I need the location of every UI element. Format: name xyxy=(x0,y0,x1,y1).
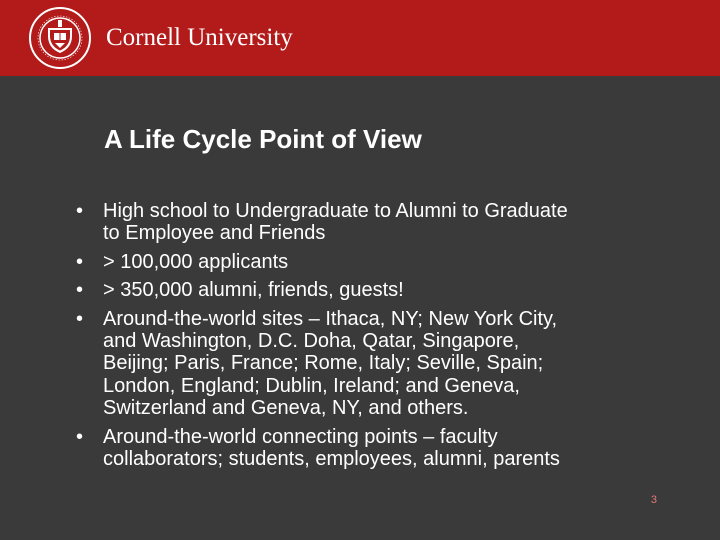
bullet-text-line: to Employee and Friends xyxy=(103,222,326,245)
header-banner xyxy=(0,0,720,76)
slide-title: A Life Cycle Point of View xyxy=(104,124,422,154)
page-number: 3 xyxy=(650,494,657,506)
bullet-text-line: collaborators; students, employees, alumni, parents xyxy=(103,448,560,471)
bullet-text-line: London, England; Dublin, Ireland; and Geneva, xyxy=(103,374,520,397)
bullet-text-line: Switzerland and Geneva, NY, and others. xyxy=(103,397,469,420)
bullet-text-line: Around-the-world connecting points – faculty xyxy=(103,425,498,448)
bullet-marker: • xyxy=(76,250,84,273)
bullet-text-line: High school to Undergraduate to Alumni to Graduate xyxy=(103,200,568,222)
bullet-marker: • xyxy=(76,307,84,330)
bullet-item xyxy=(76,308,666,420)
university-name: Cornell University xyxy=(106,24,293,51)
bullet-text-line: Around-the-world sites – Ithaca, NY; New York City, xyxy=(103,307,558,330)
bullet-item xyxy=(76,200,666,245)
cornell-seal-logo xyxy=(28,6,92,70)
bullet-marker: • xyxy=(76,279,84,302)
bullet-text-line: Beijing; Paris, France; Rome, Italy; Seville, Spain; xyxy=(103,352,544,375)
bullet-list xyxy=(76,200,666,476)
bullet-text-line: > 100,000 applicants xyxy=(103,250,289,273)
bullet-marker: • xyxy=(76,200,84,222)
bullet-item xyxy=(76,279,666,301)
bullet-text-line: > 350,000 alumni, friends, guests! xyxy=(103,279,404,302)
bullet-text-line: and Washington, D.C. Doha, Qatar, Singapore, xyxy=(103,330,520,353)
bullet-item xyxy=(76,251,666,273)
bullet-item xyxy=(76,426,666,471)
bullet-marker: • xyxy=(76,425,84,448)
